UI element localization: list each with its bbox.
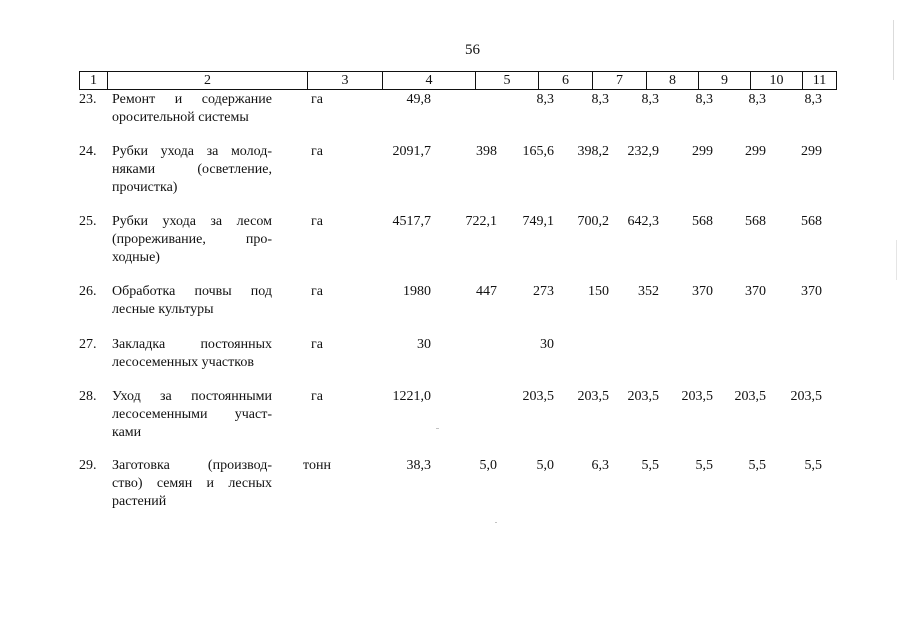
value-col-10: 203,5 xyxy=(734,389,766,404)
value-col-5: 447 xyxy=(476,284,497,299)
value-col-10: 299 xyxy=(745,144,766,159)
value-col-7: 398,2 xyxy=(577,144,609,159)
value-col-11: 370 xyxy=(801,284,822,299)
value-col-7: 203,5 xyxy=(577,389,609,404)
value-col-4: 49,8 xyxy=(406,92,431,107)
work-name-line: Рубки ухода за лесом xyxy=(112,214,272,229)
header-col-9: 9 xyxy=(698,72,750,89)
value-col-6: 203,5 xyxy=(522,389,554,404)
value-col-9: 370 xyxy=(692,284,713,299)
value-col-4: 1980 xyxy=(403,284,431,299)
value-col-11: 203,5 xyxy=(790,389,822,404)
value-col-9: 5,5 xyxy=(695,458,713,473)
work-name-line: оросительной системы xyxy=(112,110,249,125)
unit: га xyxy=(311,389,323,404)
work-name-line: ками xyxy=(112,425,142,440)
header-col-6: 6 xyxy=(538,72,592,89)
unit: тонн xyxy=(303,458,331,473)
value-col-5: 398 xyxy=(476,144,497,159)
work-name-line: лесосеменными участ- xyxy=(112,407,272,422)
work-name-line: ство) семян и лесных xyxy=(112,476,272,491)
row-number: 25. xyxy=(79,214,97,229)
scan-artifact xyxy=(893,20,894,80)
value-col-7: 700,2 xyxy=(577,214,609,229)
work-name-line: Закладка постоянных xyxy=(112,337,272,352)
work-name xyxy=(112,283,272,319)
scan-artifact xyxy=(495,522,497,523)
value-col-8: 232,9 xyxy=(627,144,659,159)
work-name-line: ходные) xyxy=(112,250,160,265)
work-name-line: (прореживание, про- xyxy=(112,232,272,247)
value-col-9: 203,5 xyxy=(681,389,713,404)
value-col-5: 722,1 xyxy=(465,214,497,229)
work-name xyxy=(112,457,272,511)
scan-artifact xyxy=(436,428,439,429)
unit: га xyxy=(311,337,323,352)
work-name xyxy=(112,91,272,127)
value-col-7: 6,3 xyxy=(591,458,609,473)
value-col-8: 5,5 xyxy=(641,458,659,473)
unit: га xyxy=(311,144,323,159)
value-col-7: 150 xyxy=(588,284,609,299)
value-col-4: 4517,7 xyxy=(392,214,431,229)
unit: га xyxy=(311,92,323,107)
value-col-10: 5,5 xyxy=(748,458,766,473)
value-col-9: 8,3 xyxy=(695,92,713,107)
value-col-6: 5,0 xyxy=(536,458,554,473)
header-col-10: 10 xyxy=(750,72,802,89)
row-number: 24. xyxy=(79,144,97,159)
work-name xyxy=(112,336,272,372)
value-col-8: 352 xyxy=(638,284,659,299)
value-col-10: 568 xyxy=(745,214,766,229)
header-col-11: 11 xyxy=(802,72,837,89)
value-col-11: 8,3 xyxy=(804,92,822,107)
work-name-line: растений xyxy=(112,494,167,509)
header-col-1: 1 xyxy=(79,72,107,89)
work-name-line: Заготовка (производ- xyxy=(112,458,272,473)
work-name-line: Рубки ухода за молод- xyxy=(112,144,272,159)
unit: га xyxy=(311,284,323,299)
header-col-3: 3 xyxy=(307,72,382,89)
work-name-line: лесные культуры xyxy=(112,302,214,317)
value-col-4: 2091,7 xyxy=(392,144,431,159)
page-number: 56 xyxy=(465,42,480,58)
value-col-11: 568 xyxy=(801,214,822,229)
value-col-8: 642,3 xyxy=(627,214,659,229)
row-number: 27. xyxy=(79,337,97,352)
unit: га xyxy=(311,214,323,229)
header-col-8: 8 xyxy=(646,72,698,89)
row-number: 26. xyxy=(79,284,97,299)
row-number: 28. xyxy=(79,389,97,404)
scan-artifact xyxy=(896,240,897,280)
work-name xyxy=(112,213,272,267)
value-col-6: 273 xyxy=(533,284,554,299)
value-col-7: 8,3 xyxy=(591,92,609,107)
value-col-4: 38,3 xyxy=(406,458,431,473)
work-name-line: Уход за постоянными xyxy=(112,389,272,404)
value-col-6: 165,6 xyxy=(522,144,554,159)
work-name-line: Обработка почвы под xyxy=(112,284,272,299)
work-name xyxy=(112,143,272,197)
row-number: 23. xyxy=(79,92,97,107)
value-col-9: 299 xyxy=(692,144,713,159)
work-name xyxy=(112,388,272,442)
row-number: 29. xyxy=(79,458,97,473)
header-col-7: 7 xyxy=(592,72,646,89)
value-col-4: 30 xyxy=(417,337,431,352)
value-col-4: 1221,0 xyxy=(392,389,431,404)
value-col-8: 8,3 xyxy=(641,92,659,107)
value-col-5: 5,0 xyxy=(479,458,497,473)
header-col-4: 4 xyxy=(382,72,475,89)
value-col-11: 5,5 xyxy=(804,458,822,473)
header-col-5: 5 xyxy=(475,72,538,89)
value-col-6: 30 xyxy=(540,337,554,352)
work-name-line: няками (осветление, xyxy=(112,162,272,177)
value-col-6: 749,1 xyxy=(522,214,554,229)
value-col-9: 568 xyxy=(692,214,713,229)
header-col-2: 2 xyxy=(107,72,307,89)
value-col-10: 370 xyxy=(745,284,766,299)
value-col-8: 203,5 xyxy=(627,389,659,404)
work-name-line: лесосеменных участков xyxy=(112,355,254,370)
work-name-line: прочистка) xyxy=(112,180,178,195)
value-col-6: 8,3 xyxy=(536,92,554,107)
value-col-10: 8,3 xyxy=(748,92,766,107)
value-col-11: 299 xyxy=(801,144,822,159)
table-header-row xyxy=(79,71,837,90)
work-name-line: Ремонт и содержание xyxy=(112,92,272,107)
